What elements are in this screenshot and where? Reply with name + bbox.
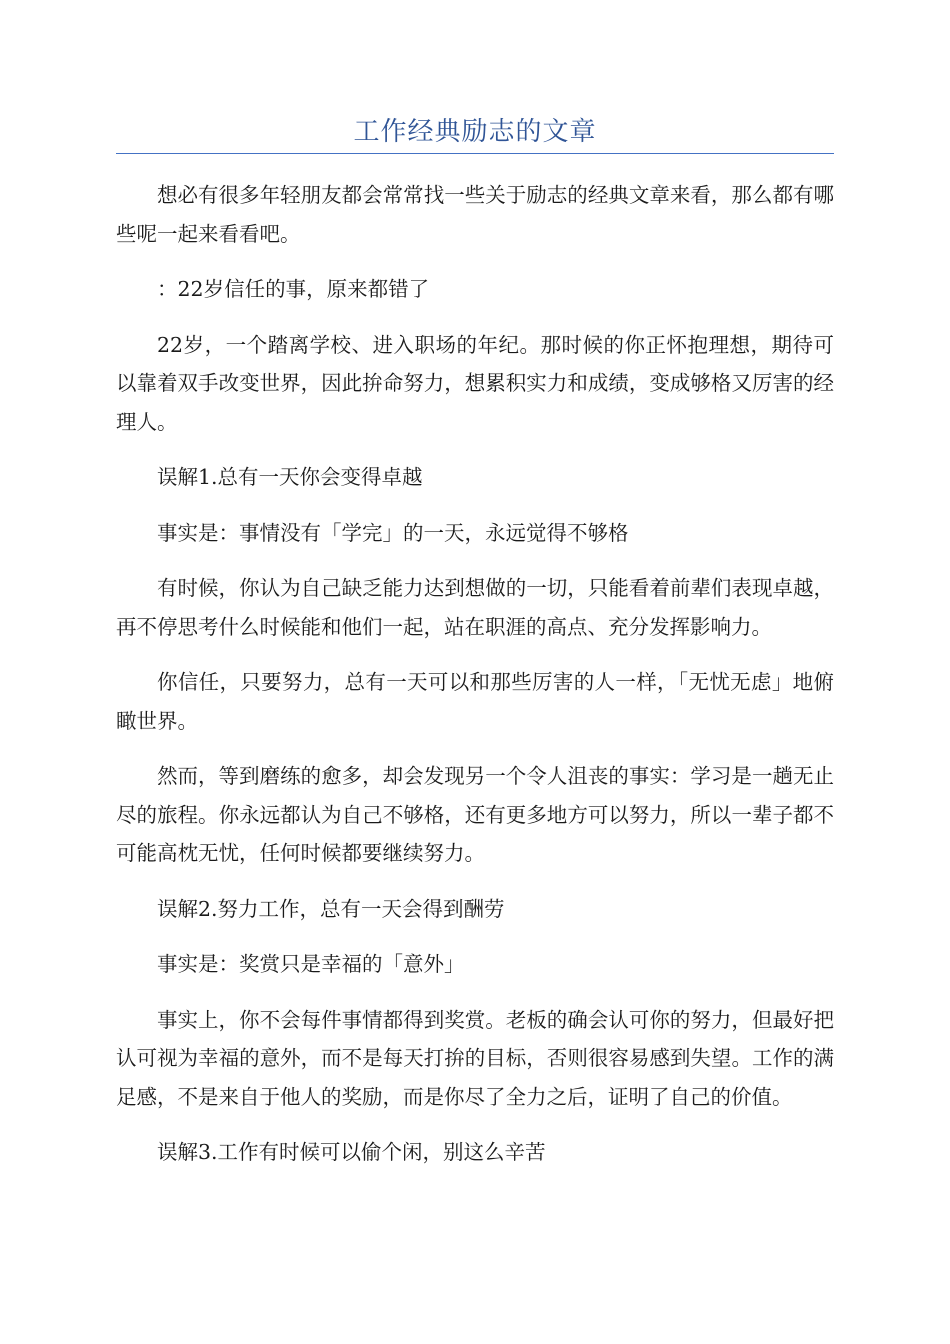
fact-line-2: 事实是：奖赏只是幸福的「意外」	[157, 952, 465, 976]
section-heading: ：22岁信任的事，原来都错了	[157, 277, 430, 301]
paragraph: 22岁，一个踏离学校、进入职场的年纪。那时候的你正怀抱理想，期待可以靠着双手改变世界，因此拚命努力，想累积实力和成绩，变成够格又厉害的经理人。	[116, 332, 834, 434]
paragraph: 你信任，只要努力，总有一天可以和那些厉害的人一样，「无忧无虑」地俯瞰世界。	[116, 670, 834, 733]
paragraph: 有时候，你认为自己缺乏能力达到想做的一切，只能看着前辈们表现卓越，再不停思考什么时候能和他们一起，站在职涯的高点、充分发挥影响力。	[116, 576, 834, 639]
misconception-heading-3: 误解3.工作有时候可以偷个闲，别这么辛苦	[157, 1140, 546, 1164]
paragraph-intro: 想必有很多年轻朋友都会常常找一些关于励志的经典文章来看，那么都有哪些呢一起来看看吧。	[116, 183, 834, 246]
paragraph: 事实上，你不会每件事情都得到奖赏。老板的确会认可你的努力，但最好把认可视为幸福的意外，而不是每天打拚的目标，否则很容易感到失望。工作的满足感，不是来自于他人的奖励，而是你尽了全力之后，证明了自己的价值。	[116, 1007, 834, 1109]
document-body	[116, 176, 834, 1189]
misconception-heading-2: 误解2.努力工作，总有一天会得到酬劳	[157, 896, 505, 921]
misconception-heading-1: 误解1.总有一天你会变得卓越	[157, 465, 423, 489]
title-divider	[116, 153, 834, 154]
fact-line-1: 事实是：事情没有「学完」的一天，永远觉得不够格	[157, 520, 629, 545]
paragraph: 然而，等到磨练的愈多，却会发现另一个令人沮丧的事实：学习是一趟无止尽的旅程。你永远都认为自己不够格，还有更多地方可以努力，所以一辈子都不可能高枕无忧，任何时候都要继续努力。	[116, 764, 834, 865]
document-title: 工作经典励志的文章	[353, 117, 597, 147]
